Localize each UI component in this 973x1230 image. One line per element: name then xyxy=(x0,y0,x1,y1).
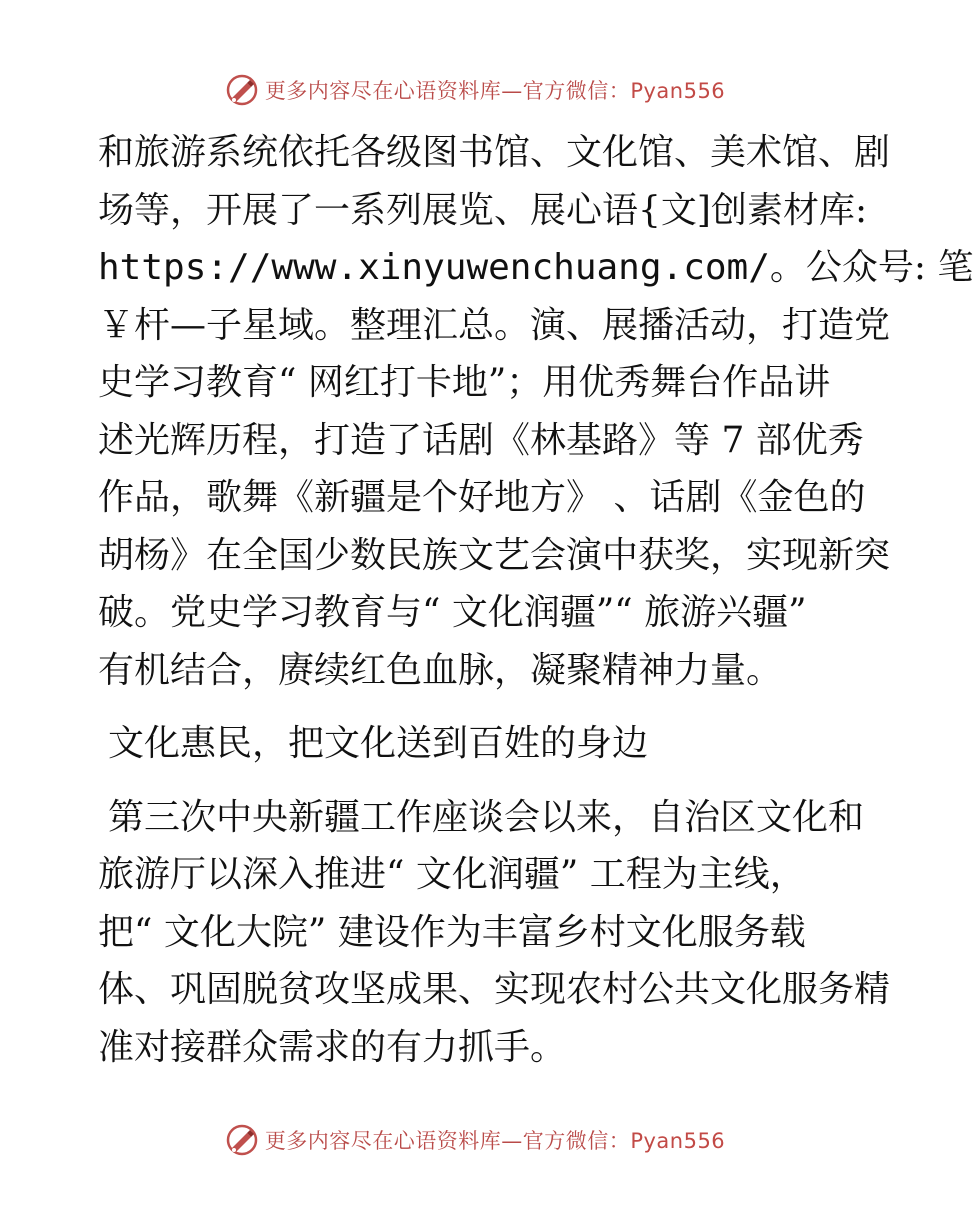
text-line: 体、巩固脱贫攻坚成果、实现农村公共文化服务精 xyxy=(98,969,891,1010)
paragraph-1 xyxy=(98,124,973,699)
text-line: ￥杆—子星域。整理汇总。演、展播活动，打造党 xyxy=(98,304,891,346)
text-line: 旅游厅以深入推进“ 文化润疆” 工程为主线， xyxy=(98,854,806,895)
text-line: 准对接群众需求的有力抓手。 xyxy=(98,1026,567,1068)
text-line: 史学习教育“ 网红打卡地”；用优秀舞台作品讲 xyxy=(98,362,831,403)
text-line: 有机结合，赓续红色血脉，凝聚精神力量。 xyxy=(98,649,783,691)
footer-banner-text xyxy=(265,1125,725,1155)
footer-banner xyxy=(0,1120,950,1160)
header-banner-wechat-id: Pyan556 xyxy=(630,79,726,103)
text-line: 场等，开展了一系列展览、展心语{文]创素材库: xyxy=(98,189,868,231)
pen-logo-icon xyxy=(225,1123,259,1157)
header-banner xyxy=(0,70,950,110)
paragraph-2 xyxy=(98,789,891,1077)
text-line-url xyxy=(98,239,973,297)
section-heading: 文化惠民，把文化送到百姓的身边 xyxy=(108,723,649,764)
header-banner-slogan: 更多内容尽在心语资料库—官方微信： xyxy=(264,79,631,103)
text-line: 和旅游系统依托各级图书馆、文化馆、美术馆、剧 xyxy=(98,132,891,173)
text-line: 破。党史学习教育与“ 文化润疆”“ 旅游兴疆” xyxy=(98,592,807,633)
text-line: 胡杨》在全国少数民族文艺会演中获奖，实现新突 xyxy=(98,534,891,576)
header-banner-text xyxy=(265,75,725,105)
text-line: 述光辉历程，打造了话剧《林基路》等 7 部优秀 xyxy=(98,419,864,461)
text-fragment: 。公众号: 笔 xyxy=(769,247,973,288)
pen-logo-icon xyxy=(225,73,259,107)
text-line: 第三次中央新疆工作座谈会以来，自治区文化和 xyxy=(108,796,865,838)
text-line: 把“ 文化大院” 建设作为丰富乡村文化服务载 xyxy=(98,911,806,953)
document-body xyxy=(98,124,973,1076)
footer-banner-slogan: 更多内容尽在心语资料库—官方微信： xyxy=(264,1129,631,1153)
text-line: 作品，歌舞《新疆是个好地方》 、话剧《金色的 xyxy=(98,477,866,518)
footer-banner-wechat-id: Pyan556 xyxy=(630,1129,726,1153)
website-url: https://www.xinyuwenchuang.com/ xyxy=(98,247,770,288)
